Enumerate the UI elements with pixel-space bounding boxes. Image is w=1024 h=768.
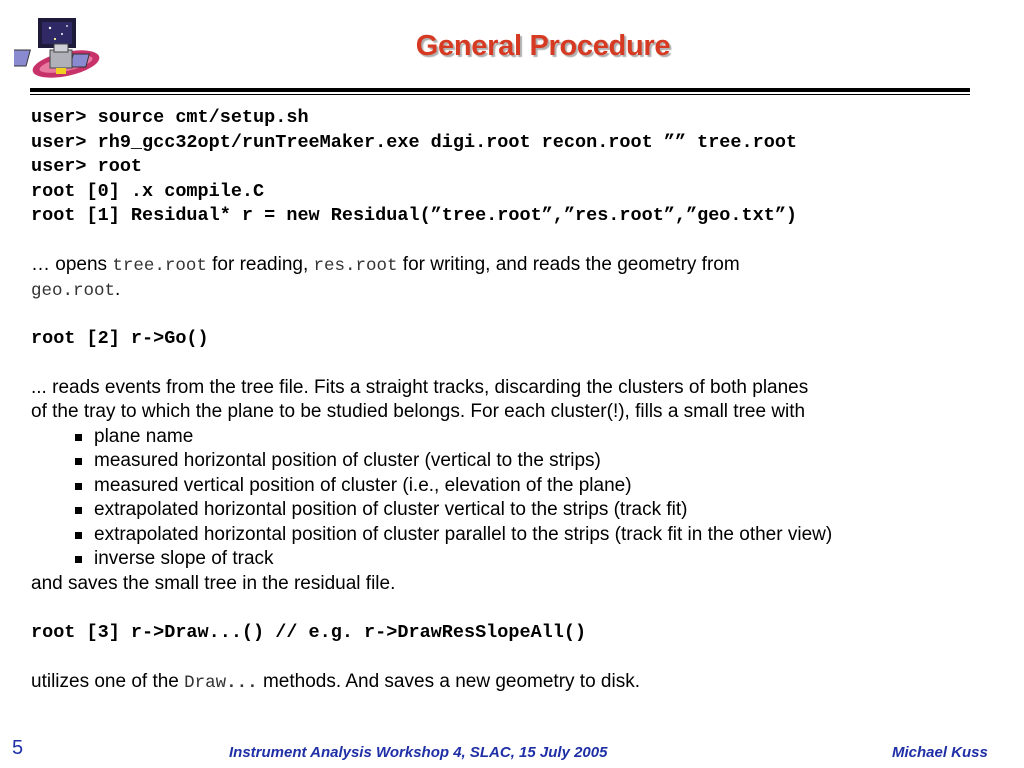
paragraph-text: utilizes one of the: [31, 670, 185, 692]
command-line-go: root [2] r->Go(): [31, 327, 209, 349]
title-rule-thick: [30, 88, 970, 92]
paragraph-reads-line1: ... reads events from the tree file. Fits a straight tracks, discarding the clusters of both planes: [31, 376, 809, 398]
slide-body: [31, 106, 1001, 694]
bullet-square-icon: [75, 507, 82, 514]
command-line: root [0] .x compile.C: [31, 180, 265, 202]
paragraph-saves: and saves the small tree in the residual file.: [31, 572, 396, 594]
command-line: root [1] Residual* r = new Residual(”tree.root”,”res.root”,”geo.txt”): [31, 205, 798, 226]
bullet-square-icon: [75, 483, 82, 490]
filename-text: geo.root: [31, 280, 116, 301]
list-item: [31, 523, 1001, 548]
list-item: [31, 498, 1001, 523]
filename-text: res.root: [313, 256, 398, 276]
page-title: General Procedure: [415, 30, 671, 62]
list-item-text: plane name: [94, 425, 194, 447]
list-item-text: measured vertical position of cluster (i.e., elevation of the plane): [94, 474, 632, 496]
list-item-text: measured horizontal position of cluster (vertical to the strips): [94, 450, 601, 471]
paragraph-text: … opens: [31, 254, 113, 275]
spacer: [31, 302, 1001, 327]
command-line: user> rh9_gcc32opt/runTreeMaker.exe digi.root recon.root ”” tree.root: [31, 131, 798, 153]
list-item-text: extrapolated horizontal position of cluster parallel to the strips (track fit in the other view): [94, 523, 833, 545]
bullet-square-icon: [75, 458, 82, 465]
spacer: [31, 645, 1001, 670]
method-ellipsis-text: ...: [226, 672, 258, 693]
paragraph-opens-line2: [31, 278, 1001, 303]
spacer: [31, 351, 1001, 376]
paragraph-text: for reading,: [206, 254, 314, 275]
paragraph-opens-line1: [31, 253, 1001, 278]
page-number: 5: [12, 737, 24, 759]
spacer: [31, 596, 1001, 621]
list-item: [31, 547, 1001, 572]
paragraph-text: methods. And saves a new geometry to disk.: [257, 670, 640, 692]
command-line: user> root: [31, 156, 143, 177]
list-item: [31, 449, 1001, 474]
bullet-square-icon: [75, 556, 82, 563]
footer-event: Instrument Analysis Workshop 4, SLAC, 15 July 2005: [229, 744, 608, 761]
spacer: [31, 229, 1001, 254]
command-line-draw: root [3] r->Draw...() // e.g. r->DrawResSlopeAll(): [31, 621, 587, 643]
list-item-text: inverse slope of track: [94, 548, 274, 569]
list-item-text: extrapolated horizontal position of cluster vertical to the strips (track fit): [94, 499, 688, 520]
method-text: Draw: [184, 672, 227, 693]
paragraph-utilizes: [31, 670, 1001, 695]
paragraph-text: .: [115, 278, 121, 300]
list-item: [31, 425, 1001, 450]
footer-author: Michael Kuss: [892, 744, 988, 761]
command-line: user> source cmt/setup.sh: [31, 107, 309, 128]
bullet-square-icon: [75, 532, 82, 539]
title-rule-thin: [30, 94, 970, 95]
bullet-square-icon: [75, 434, 82, 441]
list-item: [31, 474, 1001, 499]
paragraph-text: for writing, and reads the geometry from: [397, 254, 740, 275]
paragraph-reads-line2: of the tray to which the plane to be studied belongs. For each cluster(!), fills a small tree with: [31, 401, 806, 422]
filename-text: tree.root: [112, 256, 207, 276]
